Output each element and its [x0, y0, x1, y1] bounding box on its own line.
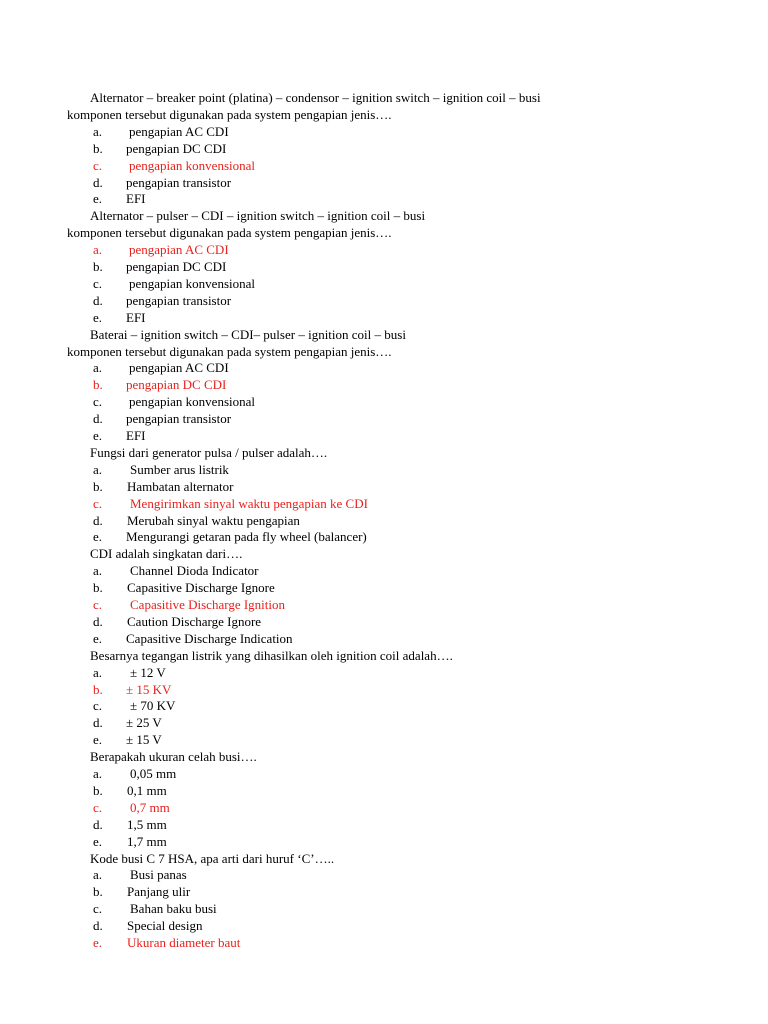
option-letter: e.: [93, 833, 103, 849]
option-letter: b.: [93, 478, 103, 494]
option-text: EFI: [126, 309, 146, 325]
option-text: ± 15 KV: [126, 681, 172, 697]
answer-option: [0, 174, 768, 191]
option-text: Mengirimkan sinyal waktu pengapian ke CDI: [130, 495, 368, 511]
option-text: pengapian konvensional: [129, 394, 255, 410]
option-letter: e.: [93, 935, 103, 950]
answer-option: [0, 765, 768, 782]
answer-option: [0, 512, 768, 529]
option-letter: a.: [93, 360, 103, 376]
option-text: 1,5 mm: [127, 816, 167, 832]
answer-option: [0, 562, 768, 579]
option-letter: a.: [93, 461, 103, 477]
answer-option-correct: [0, 799, 768, 816]
answer-option: [0, 883, 768, 900]
option-text: Merubah sinyal waktu pengapian: [127, 512, 300, 528]
option-letter: a.: [93, 242, 103, 258]
option-text: pengapian konvensional: [129, 157, 255, 173]
option-letter: c.: [93, 698, 103, 714]
option-text: 0,1 mm: [127, 782, 167, 798]
option-text: Special design: [127, 918, 203, 934]
option-letter: c.: [93, 799, 103, 815]
option-letter: c.: [93, 157, 103, 173]
option-text: pengapian DC CDI: [126, 259, 227, 274]
answer-option: [0, 140, 768, 157]
option-letter: d.: [93, 715, 103, 731]
answer-option: [0, 461, 768, 478]
option-text: Mengurangi getaran pada fly wheel (balancer): [126, 529, 367, 545]
answer-option-correct: [0, 376, 768, 393]
answer-option: [0, 528, 768, 545]
answer-option: [0, 664, 768, 681]
option-text: pengapian AC CDI: [129, 242, 229, 258]
question-stem-continuation: komponen tersebut digunakan pada system pengapian jenis….: [67, 106, 392, 122]
answer-option: [0, 866, 768, 883]
option-letter: b.: [93, 580, 103, 596]
option-letter: d.: [93, 411, 103, 427]
option-text: pengapian DC CDI: [126, 377, 227, 393]
answer-option: [0, 275, 768, 292]
option-text: pengapian DC CDI: [126, 140, 227, 156]
option-letter: b.: [93, 782, 103, 798]
question-stem: Besarnya tegangan listrik yang dihasilkan oleh ignition coil adalah….: [90, 647, 453, 663]
option-text: Caution Discharge Ignore: [127, 613, 262, 629]
answer-option: [0, 190, 768, 207]
option-letter: a.: [93, 867, 103, 883]
option-text: 0,05 mm: [130, 766, 177, 781]
answer-option: [0, 816, 768, 833]
answer-option-correct: [0, 495, 768, 512]
answer-option-correct: [0, 157, 768, 174]
answer-option: [0, 833, 768, 850]
question-stem: Kode busi C 7 HSA, apa arti dari huruf ‘C’…..: [90, 850, 335, 866]
option-letter: a.: [93, 766, 103, 781]
option-text: 0,7 mm: [130, 799, 170, 815]
option-text: pengapian AC CDI: [129, 123, 229, 139]
answer-option: [0, 697, 768, 714]
answer-option: [0, 359, 768, 376]
option-letter: b.: [93, 681, 103, 697]
option-text: pengapian konvensional: [129, 275, 255, 291]
option-letter: e.: [93, 732, 103, 748]
option-letter: c.: [93, 901, 103, 917]
option-letter: e.: [93, 309, 103, 325]
option-letter: c.: [93, 495, 103, 511]
option-letter: e.: [93, 630, 103, 646]
answer-option-correct: [0, 241, 768, 258]
option-text: Panjang ulir: [127, 884, 191, 900]
answer-option: [0, 714, 768, 731]
answer-option: [0, 630, 768, 647]
option-letter: e.: [93, 529, 103, 545]
option-text: pengapian transistor: [126, 411, 232, 427]
option-letter: c.: [93, 597, 103, 612]
answer-option: [0, 917, 768, 934]
answer-option: [0, 478, 768, 495]
option-letter: e.: [93, 191, 103, 207]
option-letter: b.: [93, 377, 103, 393]
option-text: ± 25 V: [126, 715, 162, 731]
option-text: Capasitive Discharge Indication: [126, 630, 293, 646]
question-stem: CDI adalah singkatan dari….: [90, 546, 243, 562]
option-letter: d.: [93, 613, 103, 629]
option-letter: d.: [93, 292, 103, 308]
question-stem: Alternator – pulser – CDI – ignition switch – ignition coil – busi: [90, 208, 426, 224]
answer-option: [0, 731, 768, 748]
option-text: ± 70 KV: [130, 698, 176, 714]
option-text: Hambatan alternator: [127, 478, 234, 494]
option-text: Ukuran diameter baut: [127, 935, 241, 950]
answer-option: [0, 292, 768, 309]
answer-option: [0, 579, 768, 596]
answer-option: [0, 782, 768, 799]
answer-option-correct: [0, 681, 768, 698]
option-letter: c.: [93, 275, 103, 291]
option-letter: a.: [93, 123, 103, 139]
option-letter: d.: [93, 174, 103, 190]
answer-option: [0, 309, 768, 326]
answer-option: [0, 613, 768, 630]
option-letter: b.: [93, 140, 103, 156]
option-letter: a.: [93, 664, 103, 680]
option-text: Capasitive Discharge Ignore: [127, 580, 275, 596]
option-text: Sumber arus listrik: [130, 461, 229, 477]
option-letter: e.: [93, 428, 103, 443]
answer-option: [0, 900, 768, 917]
question-stem: Baterai – ignition switch – CDI– pulser – ignition coil – busi: [90, 326, 406, 342]
option-letter: b.: [93, 884, 103, 900]
option-text: ± 12 V: [130, 664, 166, 680]
option-text: Bahan baku busi: [130, 901, 217, 917]
answer-option-correct: [0, 934, 768, 951]
option-letter: c.: [93, 394, 103, 410]
answer-option: [0, 427, 768, 444]
option-text: pengapian AC CDI: [129, 360, 229, 376]
option-text: 1,7 mm: [127, 833, 167, 849]
option-text: Capasitive Discharge Ignition: [130, 597, 286, 612]
option-text: Busi panas: [130, 867, 187, 883]
answer-option-correct: [0, 596, 768, 613]
question-stem-continuation: komponen tersebut digunakan pada system pengapian jenis….: [67, 343, 392, 359]
option-text: EFI: [126, 191, 146, 207]
option-letter: d.: [93, 918, 103, 934]
question-stem: Fungsi dari generator pulsa / pulser adalah….: [90, 444, 328, 460]
answer-option: [0, 410, 768, 427]
answer-option: [0, 393, 768, 410]
question-stem: Berapakah ukuran celah busi….: [90, 749, 257, 765]
question-stem: Alternator – breaker point (platina) – condensor – ignition switch – ignition coil – busi: [90, 90, 541, 105]
answer-option: [0, 123, 768, 140]
option-text: EFI: [126, 428, 146, 443]
option-letter: d.: [93, 512, 103, 528]
question-stem-continuation: komponen tersebut digunakan pada system pengapian jenis….: [67, 225, 392, 241]
option-text: pengapian transistor: [126, 174, 232, 190]
option-letter: a.: [93, 563, 103, 579]
option-text: pengapian transistor: [126, 292, 232, 308]
option-letter: d.: [93, 816, 103, 832]
option-text: ± 15 V: [126, 732, 162, 748]
answer-option: [0, 258, 768, 275]
option-text: Channel Dioda Indicator: [130, 563, 259, 579]
option-letter: b.: [93, 259, 103, 274]
